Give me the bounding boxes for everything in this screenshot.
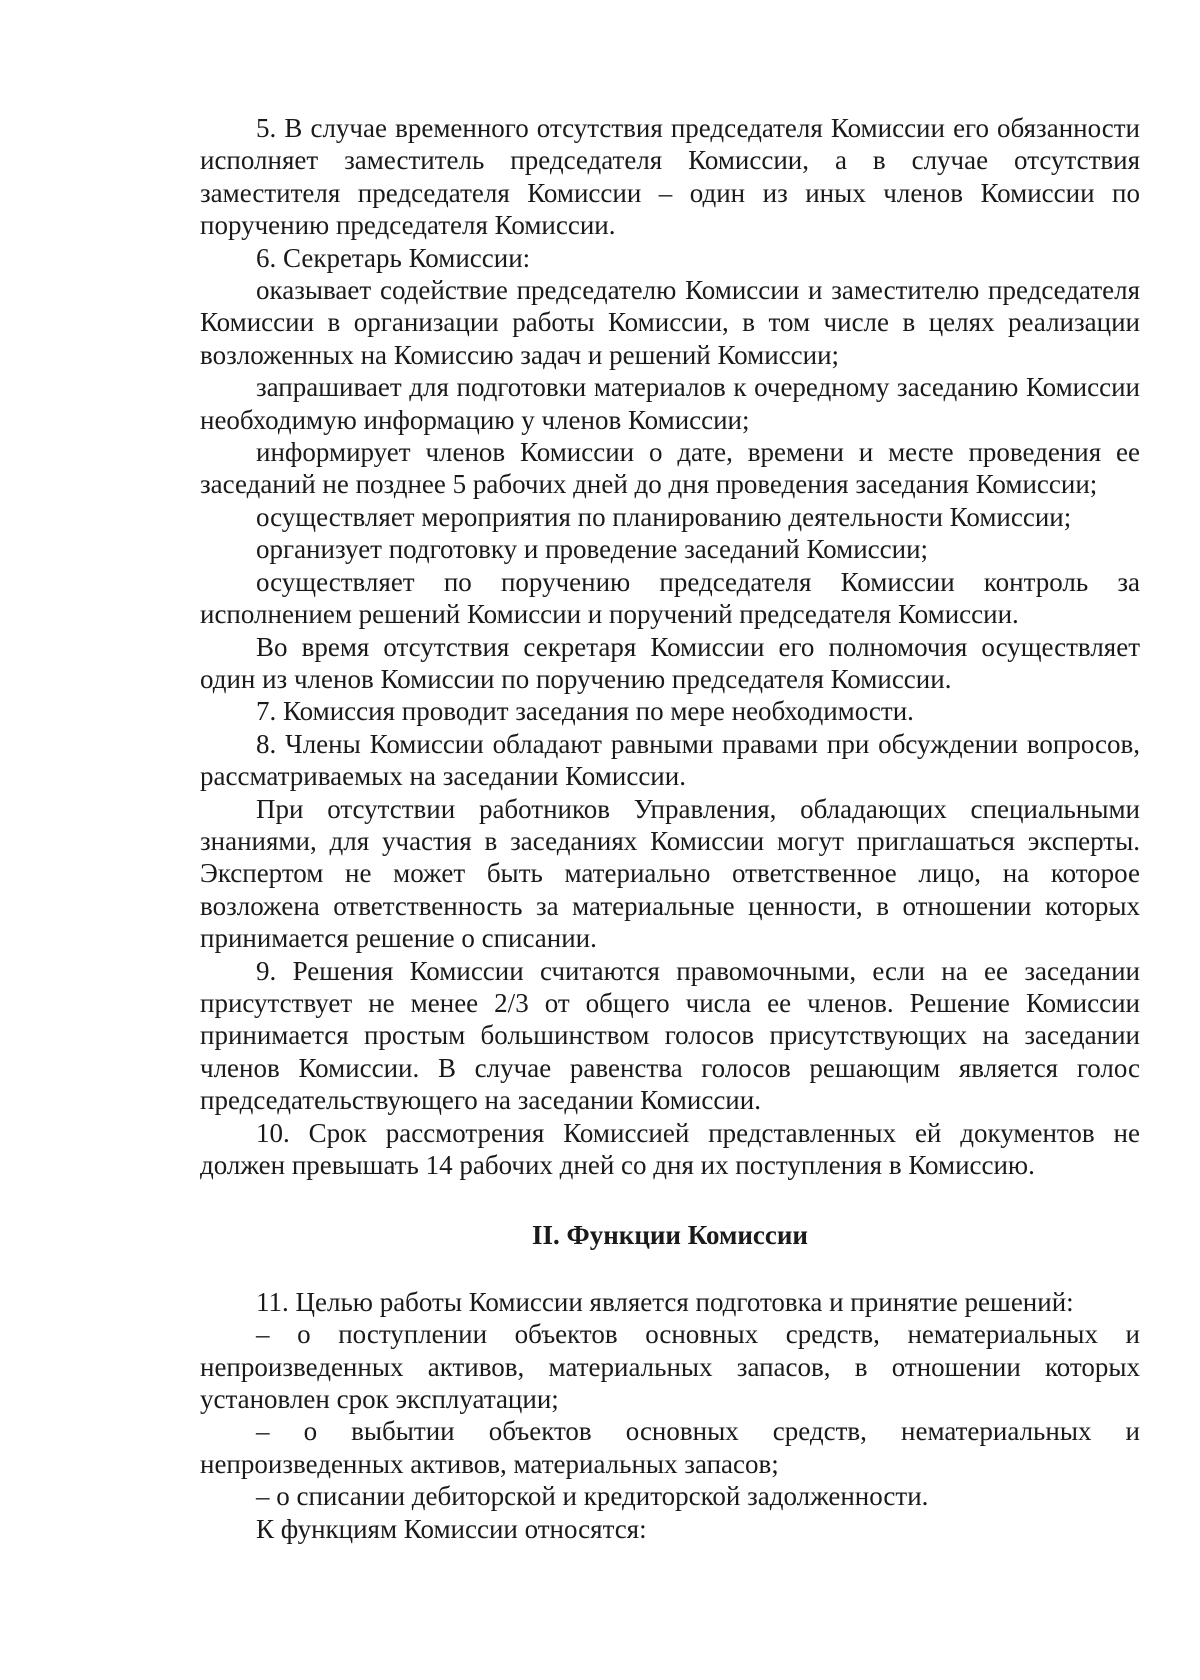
paragraph-8: 8. Члены Комиссии обладают равными правами при обсуждении вопросов, рассматриваемых на заседании Комиссии.: [200, 728, 1140, 792]
section-heading: II. Функции Комиссии: [532, 1220, 808, 1251]
paragraph-10: 10. Срок рассмотрения Комиссией представленных ей документов не должен превышать 14 рабочих дней со дня их поступления в Комиссию.: [200, 1117, 1140, 1180]
secretary-duty-6: осуществляет по поручению председателя Комиссии контроль за исполнением решений Комиссии и поручений председателя Комиссии.: [200, 566, 1140, 630]
paragraph-7: 7. Комиссия проводит заседания по мере необходимости.: [256, 696, 914, 727]
secretary-duty-1: оказывает содействие председателю Комиссии и заместителю председателя Комиссии в организации работы Комиссии, в том числе в целях реализации возложенных на Комиссию задач и решений Комиссии;: [200, 275, 1140, 370]
secretary-absence-paragraph: Во время отсутствия секретаря Комиссии его полномочия осуществляет один из членов Комиссии по поручению председателя Комиссии.: [200, 631, 1140, 694]
paragraph-5: 5. В случае временного отсутствия председателя Комиссии его обязанности исполняет заместитель председателя Комиссии, а в случае отсутствия заместителя председателя Комиссии – один из иных членов Комиссии по поручению председателя Комиссии.: [200, 113, 1140, 241]
secretary-duty-5: организует подготовку и проведение заседаний Комиссии;: [256, 534, 929, 565]
decision-item-3: – о списании дебиторской и кредиторской задолженности.: [256, 1481, 929, 1512]
decision-item-1: – о поступлении объектов основных средств, нематериальных и непроизведенных активов, материальных запасов, в отношении которых установлен срок эксплуатации;: [200, 1319, 1140, 1415]
experts-paragraph: При отсутствии работников Управления, обладающих специальными знаниями, для участия в заседаниях Комиссии могут приглашаться эксперты. Экспертом не может быть материально ответственное лицо, на которое возложена ответственность за материальные ценности, в отношении которых принимается решение о списании.: [200, 793, 1140, 954]
secretary-duty-2: запрашивает для подготовки материалов к очередному заседанию Комиссии необходимую информацию у членов Комиссии;: [200, 372, 1140, 435]
secretary-duty-4: осуществляет мероприятия по планированию деятельности Комиссии;: [256, 501, 1072, 532]
paragraph-6-heading: 6. Секретарь Комиссии:: [256, 242, 531, 273]
document-page: [200, 112, 1140, 1545]
decision-item-2: – о выбытии объектов основных средств, нематериальных и непроизведенных активов, материальных запасов;: [200, 1416, 1140, 1479]
paragraph-9: 9. Решения Комиссии считаются правомочными, если на ее заседании присутствует не менее 2/3 от общего числа ее членов. Решение Комиссии принимается простым большинством голосов присутствующих на заседании членов Комиссии. В случае равенства голосов решающим является голос председательствующего на заседании Комиссии.: [200, 955, 1140, 1116]
secretary-duty-3: информирует членов Комиссии о дате, времени и месте проведения ее заседаний не позднее 5 рабочих дней до дня проведения заседания Комиссии;: [200, 437, 1140, 500]
paragraph-11: 11. Целью работы Комиссии является подготовка и принятие решений:: [256, 1286, 1074, 1317]
functions-intro: К функциям Комиссии относятся:: [256, 1513, 647, 1544]
